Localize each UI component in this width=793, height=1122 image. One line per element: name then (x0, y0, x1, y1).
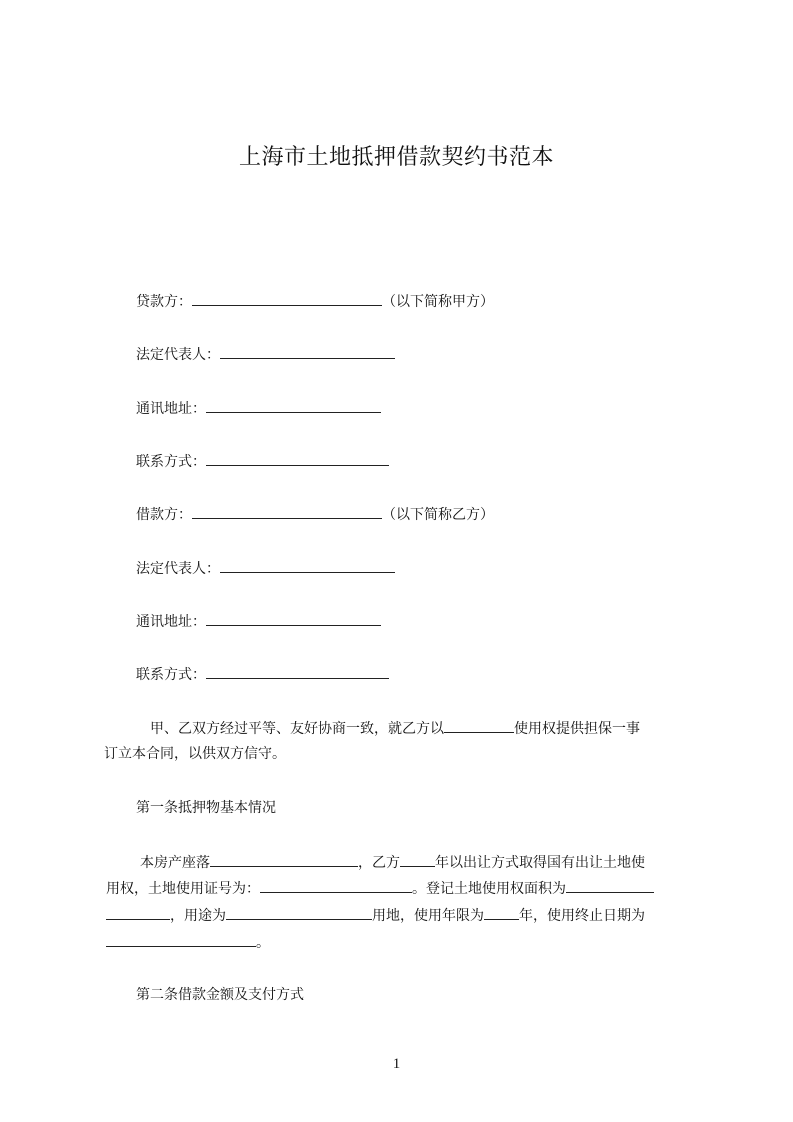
lender-suffix: （以下简称甲方） (382, 294, 494, 310)
article-1-line-3 (106, 905, 645, 926)
article-1-line-2 (106, 878, 654, 899)
article-1-text: 年以出让方式取得国有出让土地使 (435, 855, 645, 871)
document-title: 上海市土地抵押借款契约书范本 (238, 145, 554, 170)
article-1-text: 用权，土地使用证号为： (106, 881, 260, 897)
lender-contact-blank[interactable] (206, 451, 389, 466)
borrower-address-label: 通讯地址： (136, 614, 206, 630)
lender-contact-label: 联系方式： (136, 454, 206, 470)
borrower-line (136, 504, 494, 524)
borrower-address-line (136, 611, 381, 631)
lender-line (136, 291, 494, 311)
area-blank-cont[interactable] (106, 905, 170, 920)
lender-rep-label: 法定代表人： (136, 347, 220, 363)
article-1-text: 。 (256, 935, 270, 951)
page-number: 1 (392, 1056, 401, 1072)
article-1-text: ，乙方 (358, 855, 400, 871)
article-1-text: 。登记土地使用权面积为 (412, 881, 566, 897)
lender-label: 贷款方： (136, 294, 192, 310)
borrower-suffix: （以下简称乙方） (382, 507, 494, 523)
lender-rep-blank[interactable] (220, 344, 395, 359)
borrower-address-blank[interactable] (206, 611, 381, 626)
article-1-line-1 (140, 852, 645, 873)
lender-address-label: 通讯地址： (136, 401, 206, 417)
lender-name-blank[interactable] (192, 291, 382, 306)
borrower-contact-line (136, 664, 389, 684)
article-1-text: ，用途为 (170, 908, 226, 924)
purpose-blank[interactable] (226, 905, 372, 920)
intro-line-2: 订立本合同，以供双方信守。 (104, 746, 286, 762)
area-blank[interactable] (566, 878, 654, 893)
lender-rep-line (136, 344, 395, 364)
lender-contact-line (136, 451, 389, 471)
intro-blank[interactable] (444, 718, 514, 733)
article-1-text: 年，使用终止日期为 (519, 908, 645, 924)
location-blank[interactable] (210, 852, 358, 867)
borrower-contact-label: 联系方式： (136, 667, 206, 683)
end-date-blank[interactable] (106, 932, 256, 947)
article-1-text: 用地，使用年限为 (372, 908, 484, 924)
intro-text-2: 使用权提供担保一事 (514, 721, 640, 737)
intro-line-1 (150, 718, 640, 739)
lender-address-line (136, 398, 381, 418)
lender-address-blank[interactable] (206, 398, 381, 413)
borrower-name-blank[interactable] (192, 504, 382, 519)
borrower-label: 借款方： (136, 507, 192, 523)
intro-text-1: 甲、乙双方经过平等、友好协商一致，就乙方以 (150, 721, 444, 737)
article-2-heading: 第二条借款金额及支付方式 (136, 987, 304, 1003)
term-blank[interactable] (484, 905, 519, 920)
borrower-rep-line (136, 558, 395, 578)
borrower-rep-label: 法定代表人： (136, 561, 220, 577)
year-blank[interactable] (400, 852, 435, 867)
borrower-rep-blank[interactable] (220, 558, 395, 573)
article-1-line-4 (106, 932, 270, 953)
borrower-contact-blank[interactable] (206, 664, 389, 679)
certificate-number-blank[interactable] (260, 878, 412, 893)
article-1-text: 本房产座落 (140, 855, 210, 871)
article-1-heading: 第一条抵押物基本情况 (136, 800, 276, 816)
